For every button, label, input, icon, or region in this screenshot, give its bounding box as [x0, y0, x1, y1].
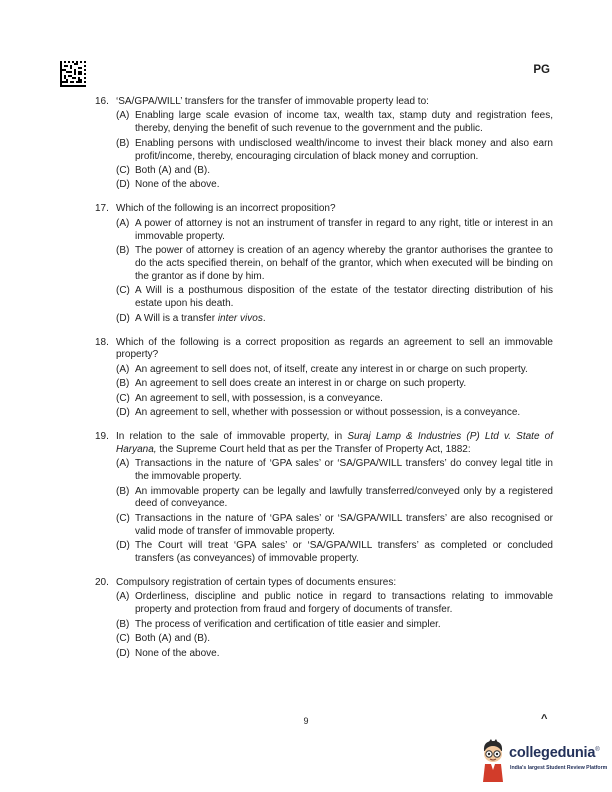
question-16	[95, 96, 553, 192]
option-text: A power of attorney is not an instrument of transfer in regard to any right, title or interest in an immovable property.	[135, 217, 553, 242]
question-list	[95, 96, 553, 671]
page-number: 9	[303, 716, 309, 726]
brand-name-text: collegedunia	[509, 745, 596, 761]
option-a	[116, 364, 553, 377]
option-d	[116, 407, 553, 420]
brand-tagline: India's largest Student Review Platform	[510, 765, 608, 771]
option-label: (D)	[116, 407, 130, 419]
paper-code: PG	[533, 64, 550, 76]
question-text: Which of the following is a correct proposition as regards an agreement to sell an immovable property?	[116, 336, 553, 361]
qr-code	[60, 61, 86, 87]
option-text: An immovable property can be legally and lawfully transferred/conveyed only by a registered deed of conveyance.	[135, 485, 553, 510]
option-text: The Court will treat ‘GPA sales’ or ‘SA/GPA/WILL transfers’ as completed or concluded transfers (as conveyances) of immovable property.	[135, 540, 553, 565]
option-label: (B)	[116, 485, 130, 497]
option-label: (A)	[116, 110, 130, 122]
question-text: Compulsory registration of certain types of documents ensures:	[116, 577, 397, 588]
question-number: 20.	[95, 577, 109, 588]
option-text: Orderliness, discipline and public notice in regard to transactions relating to immovable property and protection from fraud and forgery of documents of transfer.	[135, 591, 553, 616]
option-c	[116, 285, 553, 311]
option-text: Enabling large scale evasion of income tax, wealth tax, stamp duty and registration fees, thereby, denying the benefit of such revenue to the government and the public.	[135, 110, 553, 135]
option-label: (B)	[116, 137, 130, 149]
option-label: (D)	[116, 179, 130, 191]
option-text: Both (A) and (B).	[135, 165, 211, 177]
question-text-end: the Supreme Court held that as per the Transfer of Property Act, 1882:	[156, 443, 471, 455]
option-text: Transactions in the nature of ‘GPA sales’ or ‘SA/GPA/WILL transfers’ do convey legal title in the immovable property.	[135, 458, 553, 483]
option-text: A Will is a posthumous disposition of the estate of the testator directing distribution of his estate upon his death.	[135, 285, 553, 310]
option-label: (B)	[116, 618, 130, 630]
question-18	[95, 337, 553, 420]
option-b	[116, 378, 553, 391]
mascot-icon	[479, 738, 507, 782]
option-label: (A)	[116, 363, 130, 375]
caret-up-icon: ^	[541, 713, 548, 725]
option-label: (A)	[116, 591, 130, 603]
option-c	[116, 165, 553, 178]
option-label: (C)	[116, 392, 130, 404]
question-17	[95, 203, 553, 325]
option-label: (D)	[116, 540, 130, 552]
option-label: (B)	[116, 378, 130, 390]
option-label: (B)	[116, 245, 130, 257]
option-d	[116, 313, 553, 326]
option-b	[116, 245, 553, 284]
question-number: 16.	[95, 96, 109, 107]
option-text: Transactions in the nature of ‘GPA sales’ or ‘SA/GPA/WILL transfers’ are also recognised or valid mode of transfer of immovable property.	[135, 512, 553, 537]
brand-logo	[479, 738, 608, 784]
option-text: An agreement to sell, with possession, is a conveyance.	[135, 392, 383, 404]
option-a	[116, 110, 553, 136]
option-text: An agreement to sell, whether with possession or without possession, is a conveyance.	[135, 407, 521, 419]
option-text	[135, 313, 553, 326]
option-a	[116, 218, 553, 244]
question-text-start: In relation to the sale of immovable property, in	[116, 430, 348, 442]
option-label: (A)	[116, 458, 130, 470]
option-label: (C)	[116, 165, 130, 177]
case-name: Suraj Lamp & Industries (P) Ltd v. State of Haryana,	[116, 430, 554, 455]
option-label: (C)	[116, 512, 130, 524]
option-c	[116, 513, 553, 539]
question-number: 19.	[95, 430, 109, 442]
option-label: (C)	[116, 633, 130, 645]
question-number: 18.	[95, 336, 109, 348]
option-a	[116, 591, 553, 617]
option-label: (C)	[116, 285, 130, 297]
option-d	[116, 648, 553, 661]
option-label: (A)	[116, 217, 130, 229]
option-b	[116, 138, 553, 164]
option-text-end: .	[262, 312, 266, 324]
option-text-italic: inter vivos	[217, 312, 263, 324]
question-text: ‘SA/GPA/WILL’ transfers for the transfer of immovable property lead to:	[116, 96, 429, 107]
option-c	[116, 633, 553, 646]
question-19	[95, 431, 553, 566]
option-label: (D)	[116, 647, 130, 659]
option-text: None of the above.	[135, 179, 220, 191]
option-a	[116, 458, 553, 484]
trademark-mark: ®	[595, 747, 600, 754]
option-text: Both (A) and (B).	[135, 633, 211, 645]
question-text: Which of the following is an incorrect proposition?	[116, 203, 336, 215]
option-text: An agreement to sell does create an interest in or charge on such property.	[135, 378, 467, 390]
option-b	[116, 619, 553, 632]
question-number: 17.	[95, 203, 109, 215]
option-b	[116, 486, 553, 512]
brand-name	[509, 745, 599, 761]
option-text-start: A Will is a transfer	[135, 312, 218, 324]
option-text: The power of attorney is creation of an agency whereby the grantor authorises the grantee to do the acts specified therein, on behalf of the grantor, which when executed will be binding on the grantor as if done by him.	[135, 245, 553, 282]
option-text: An agreement to sell does not, of itself, create any interest in or charge on such property.	[135, 363, 528, 375]
question-20	[95, 577, 553, 660]
option-text: Enabling persons with undisclosed wealth/income to invest their black money and also earn profit/income, thereby, encouraging circulation of black money and corruption.	[135, 137, 553, 162]
option-label: (D)	[116, 312, 130, 324]
option-d	[116, 540, 553, 566]
option-d	[116, 179, 553, 192]
option-c	[116, 393, 553, 406]
question-text	[116, 431, 553, 457]
option-text: The process of verification and certification of title easier and simpler.	[135, 618, 441, 630]
option-text: None of the above.	[135, 647, 220, 659]
